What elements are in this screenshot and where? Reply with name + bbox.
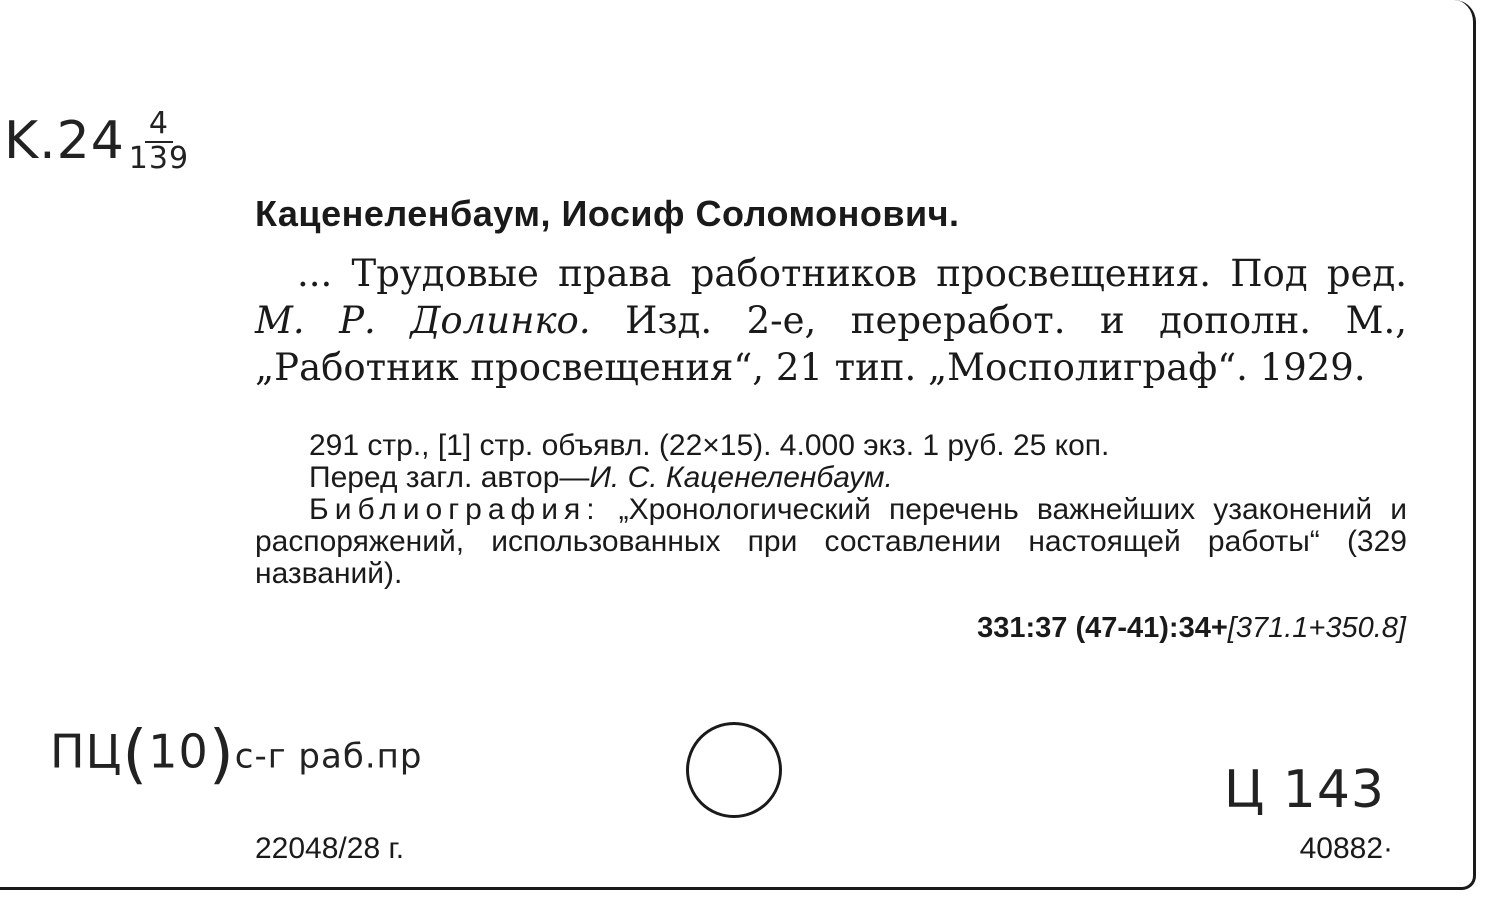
class-suffix: с-г раб.пр: [234, 736, 423, 777]
stamp-circle-icon: [686, 722, 782, 818]
bibliography-note: [255, 494, 1407, 590]
title-editor: М. Р. Долинко.: [255, 299, 591, 342]
inventory-number: 40882·: [1299, 832, 1393, 865]
pagination-line: 291 стр., [1] стр. объявл. (22×15). 4.000 экз. 1 руб. 25 коп.: [309, 429, 1110, 462]
udc-bracket: [371.1+350.8]: [1227, 612, 1406, 644]
description-block: [255, 430, 1407, 590]
class-prefix: ПЦ: [50, 724, 123, 779]
udc-main: 331:37 (47-41):34+: [977, 612, 1228, 644]
title-block: [255, 250, 1407, 391]
author-heading: Каценеленбаум, Иосиф Соломонович.: [255, 193, 960, 234]
author-note-prefix: Перед загл. автор—: [309, 461, 590, 494]
title-rest: Изд. 2-е, переработ. и дополн. М., „Работник просвещения“, 21 тип. „Мосполиграф“. 1929.: [255, 299, 1407, 389]
class-paren-open: (: [122, 718, 149, 792]
bibliography-label: Библиография:: [309, 493, 601, 526]
class-paren-close: ): [208, 718, 235, 792]
shelf-mark-main: K.24: [4, 111, 125, 171]
shelf-mark: [4, 108, 189, 174]
author-note: [255, 462, 1407, 494]
title-lead: ... Трудовые права работников просвещения. Под ред.: [297, 252, 1407, 295]
author-note-name: И. С. Каценеленбаум.: [589, 461, 893, 494]
handwritten-class-note: [50, 718, 422, 792]
handwritten-inventory: Ц 143: [1223, 760, 1385, 820]
card-number: 22048/28 г.: [255, 832, 405, 865]
udc-index: [600, 612, 1406, 645]
shelf-mark-numerator: 4: [145, 108, 173, 143]
shelf-mark-denominator: 139: [128, 140, 190, 176]
class-number: 10: [148, 724, 209, 779]
shelf-mark-fraction: [129, 108, 189, 174]
bibliography-text: „Хронологический перечень важнейших узаконений и распоряжений, использованных при составлении настоящей работы“ (329 названий).: [255, 493, 1407, 590]
